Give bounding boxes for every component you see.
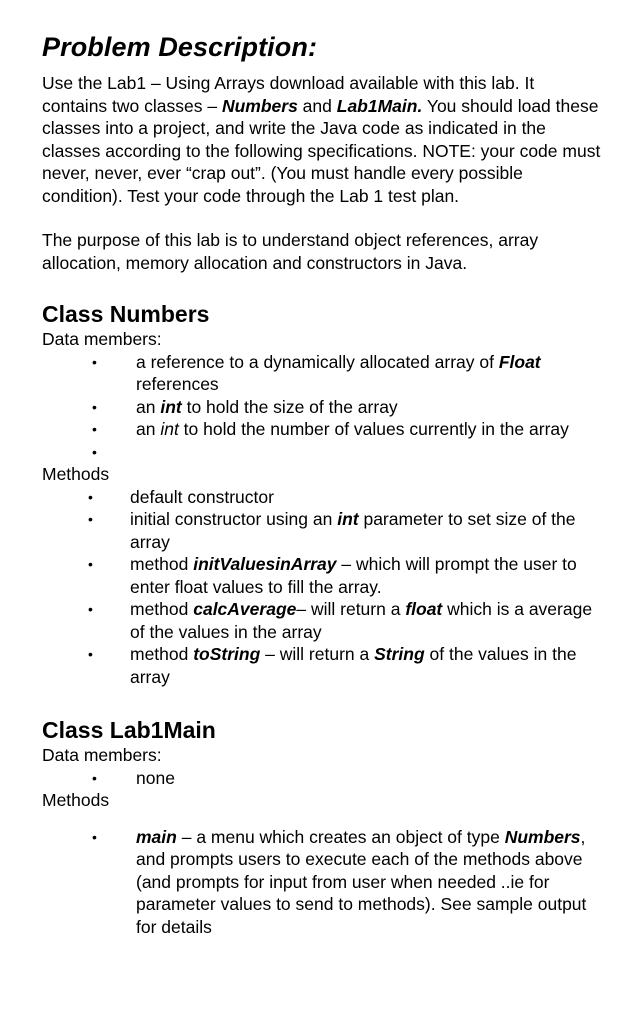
text-run: of the values in the array bbox=[130, 644, 577, 687]
text-run: and bbox=[297, 95, 337, 116]
text-run: a reference to a dynamically allocated array of bbox=[136, 351, 499, 372]
numbers-data-members-list bbox=[42, 351, 602, 464]
bullet-icon: • bbox=[92, 398, 97, 415]
bullet-icon: • bbox=[92, 421, 97, 437]
text-run: to hold the number of values currently in the array bbox=[178, 419, 569, 439]
bullet-icon: • bbox=[88, 646, 93, 662]
bullet-icon: • bbox=[88, 488, 93, 505]
emphasized-text: Float bbox=[498, 351, 541, 372]
text-run: , and prompts users to execute each of the methods above (and prompts for input from user when needed ..ie for parameter values to send to methods). See sample output for details bbox=[136, 826, 587, 937]
lab1main-data-members-list bbox=[42, 767, 602, 790]
numbers-data-members-label: Data members: bbox=[42, 329, 162, 349]
list-item bbox=[42, 418, 602, 441]
text-run: method bbox=[130, 599, 194, 619]
list-item bbox=[42, 441, 602, 464]
emphasized-text: Numbers bbox=[221, 95, 298, 116]
list-item bbox=[42, 351, 602, 396]
text-run: – which will prompt the user to enter float values to fill the array. bbox=[130, 554, 577, 597]
emphasized-text: float bbox=[405, 599, 443, 619]
text-run: method bbox=[130, 644, 194, 664]
emphasized-text: calcAverage bbox=[193, 599, 297, 619]
text-run: to hold the size of the array bbox=[181, 396, 398, 417]
emphasized-text: toString bbox=[193, 644, 261, 664]
class-lab1main-heading: Class Lab1Main bbox=[42, 717, 216, 743]
bullet-icon: • bbox=[88, 601, 93, 617]
lab1main-methods-list bbox=[42, 826, 602, 939]
text-run: an bbox=[136, 419, 161, 439]
emphasized-text: initValuesinArray bbox=[193, 554, 337, 574]
emphasized-text: Lab1Main. bbox=[336, 95, 423, 116]
intro-paragraph bbox=[42, 72, 602, 207]
list-item bbox=[42, 553, 602, 598]
emphasized-text: Numbers bbox=[504, 826, 581, 847]
bullet-icon: • bbox=[88, 556, 93, 572]
list-item bbox=[42, 598, 602, 643]
text-run: – a menu which creates an object of type bbox=[176, 826, 505, 847]
list-item bbox=[42, 396, 602, 419]
text-run: – will return a bbox=[296, 599, 406, 619]
text-run: parameter to set size of the array bbox=[130, 509, 576, 552]
emphasized-text: main bbox=[136, 826, 177, 847]
text-run: default constructor bbox=[130, 486, 274, 507]
class-numbers-heading: Class Numbers bbox=[42, 301, 210, 327]
list-item bbox=[42, 767, 602, 790]
page-title: Problem Description: bbox=[42, 32, 318, 62]
numbers-methods-list bbox=[42, 486, 602, 689]
text-run: Use the Lab1 – Using Arrays download available with this lab. It contains two classes – bbox=[42, 73, 535, 116]
list-item bbox=[42, 826, 602, 939]
list-item bbox=[42, 643, 602, 688]
bullet-icon: • bbox=[92, 443, 97, 460]
bullet-icon: • bbox=[92, 353, 97, 370]
text-run: You should load these classes into a project, and write the Java code as indicated in the classes according to the following specifications. NOTE: your code must never, never, ever “crap out”. (You must handle every possible condition). Test your code through the Lab 1 test plan. bbox=[42, 95, 601, 206]
list-item bbox=[42, 508, 602, 553]
bullet-icon: • bbox=[88, 511, 93, 527]
text-run: method bbox=[130, 554, 194, 574]
emphasized-text: int bbox=[160, 419, 179, 439]
emphasized-text: int bbox=[337, 509, 359, 529]
text-run: which is a average of the values in the array bbox=[130, 599, 593, 642]
text-run: references bbox=[136, 374, 219, 394]
bullet-icon: • bbox=[92, 769, 97, 786]
purpose-paragraph: The purpose of this lab is to understand object references, array allocation, memory allocation and constructors in Java. bbox=[42, 230, 539, 273]
lab1main-data-members-label: Data members: bbox=[42, 745, 162, 765]
text-run: – will return a bbox=[260, 644, 375, 664]
lab1main-methods-label: Methods bbox=[42, 790, 110, 810]
emphasized-text: int bbox=[160, 396, 182, 417]
text-run: an bbox=[136, 396, 161, 417]
bullet-icon: • bbox=[92, 828, 97, 845]
emphasized-text: String bbox=[374, 644, 425, 664]
document-page bbox=[42, 30, 602, 938]
text-run: none bbox=[136, 767, 175, 788]
list-item bbox=[42, 486, 602, 509]
text-run: initial constructor using an bbox=[130, 509, 338, 529]
numbers-methods-label: Methods bbox=[42, 464, 110, 484]
